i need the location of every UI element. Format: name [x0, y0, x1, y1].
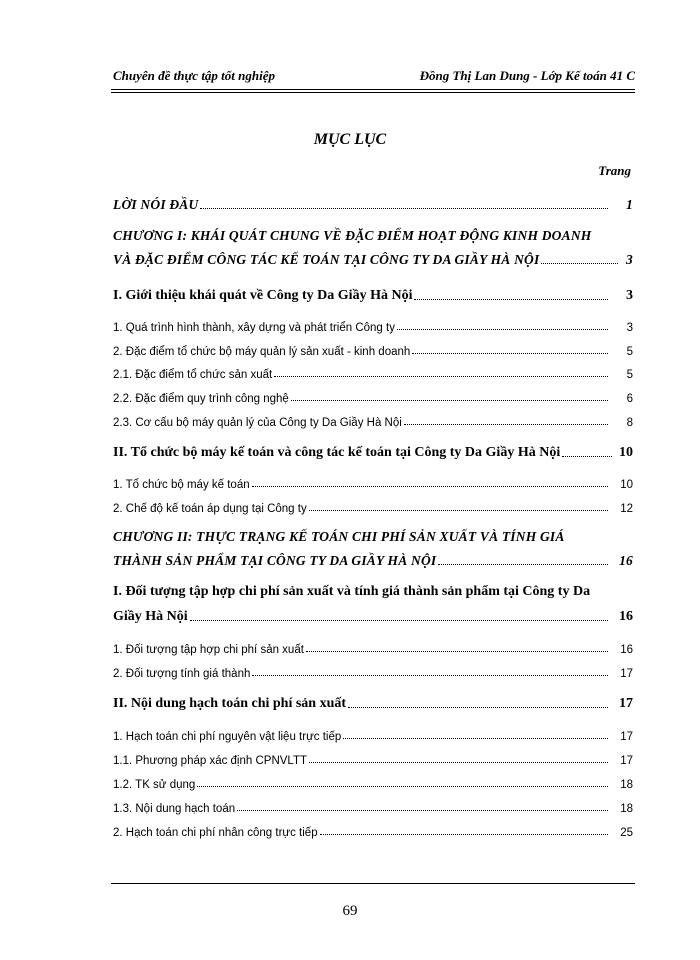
toc-entry-subsection[interactable]: [113, 409, 633, 429]
toc-entry-preface[interactable]: [113, 193, 633, 213]
toc-entry-label: CHƯƠNG II: THỰC TRẠNG KẾ TOÁN CHI PHÍ SẢN XUẤT VÀ TÍNH GIÁ: [113, 529, 565, 544]
toc-entry-subsection[interactable]: [113, 747, 633, 767]
toc-entry-subsection[interactable]: [113, 723, 633, 743]
toc-entry-label: 2. Đối tượng tính giá thành: [113, 668, 251, 680]
toc-entry-label: THÀNH SẢN PHẨM TẠI CÔNG TY DA GIẦY HÀ NỘI: [113, 553, 437, 568]
toc-entry-page: 3: [626, 322, 633, 334]
toc-entry-label: II. Tổ chức bộ máy kế toán và công tác kế toán tại Công ty Da Giầy Hà Nội: [113, 445, 561, 460]
toc-entry-page: 16: [619, 553, 633, 568]
toc-entry-section[interactable]: [113, 284, 633, 304]
footer-divider: [111, 883, 635, 884]
toc-entry-label: Giầy Hà Nội: [113, 609, 188, 624]
toc-entry-label: 1. Đối tượng tập hợp chi phí sản xuất: [113, 644, 304, 656]
header-divider: [111, 92, 635, 93]
dot-leader: [252, 674, 608, 676]
dot-leader: [562, 455, 612, 457]
toc-entry-page: 5: [626, 346, 633, 358]
toc-entry-subsection[interactable]: [113, 471, 633, 491]
toc-entry-chapter-2[interactable]: [113, 529, 633, 545]
toc-entry-label: 2. Chế độ kế toán áp dụng tại Công ty: [113, 503, 307, 515]
toc-entry-label: 2.3. Cơ cấu bộ máy quản lý của Công ty Da Giầy Hà Nội: [113, 417, 402, 429]
dot-leader: [309, 509, 608, 511]
toc-entry-label: II. Nội dung hạch toán chi phí sản xuất: [113, 696, 347, 711]
toc-entry-page: 3: [626, 288, 633, 303]
toc-entry-page: 16: [620, 644, 633, 656]
toc-entry-chapter-2-cont[interactable]: [113, 549, 633, 569]
toc-entry-subsection[interactable]: [113, 385, 633, 405]
toc-entry-page: 17: [620, 755, 633, 767]
dot-leader: [412, 352, 608, 354]
toc-entry-label: 1. Hạch toán chi phí nguyên vật liệu trực tiếp: [113, 731, 342, 743]
toc-entry-label: 2.1. Đặc điểm tổ chức sản xuất: [113, 369, 273, 381]
toc-entry-subsection[interactable]: [113, 361, 633, 381]
header-author: Đồng Thị Lan Dung - Lớp Kế toán 41 C: [419, 68, 635, 83]
toc-entry-page: 1: [626, 197, 633, 212]
dot-leader: [348, 706, 608, 708]
dot-leader: [190, 619, 608, 621]
dot-leader: [237, 809, 608, 811]
toc-entry-label: 1.2. TK sử dụng: [113, 779, 196, 791]
page-column-label: Trang: [598, 163, 631, 178]
toc-entry-subsection[interactable]: [113, 795, 633, 815]
toc-entry-section[interactable]: [113, 441, 633, 461]
toc-entry-page: 10: [619, 445, 633, 460]
dot-leader: [252, 485, 608, 487]
dot-leader: [306, 650, 608, 652]
toc-entry-page: 17: [620, 731, 633, 743]
toc-entry-label: 2. Hạch toán chi phí nhân công trực tiếp: [113, 827, 318, 839]
toc-entry-page: 16: [619, 609, 633, 624]
toc-entry-label: 2. Đặc điểm tổ chức bộ máy quản lý sản xuất - kinh doanh: [113, 346, 411, 358]
toc-entry-page: 17: [620, 668, 633, 680]
toc-entry-page: 25: [620, 827, 633, 839]
toc-entry-subsection[interactable]: [113, 771, 633, 791]
toc-entry-subsection[interactable]: [113, 495, 633, 515]
dot-leader: [343, 737, 608, 739]
toc-entry-chapter-1[interactable]: [113, 228, 633, 244]
toc-entry-page: 12: [620, 503, 633, 515]
toc-entry-subsection[interactable]: [113, 819, 633, 839]
toc-entry-label: I. Đối tượng tập hợp chi phí sản xuất và tính giá thành sản phẩm tại Công ty Da: [113, 584, 591, 599]
dot-leader: [320, 833, 608, 835]
header-course-title: Chuyên đề thực tập tốt nghiệp: [113, 68, 275, 83]
toc-entry-label: 1.1. Phương pháp xác định CPNVLTT: [113, 755, 308, 767]
dot-leader: [309, 761, 608, 763]
toc-entry-subsection[interactable]: [113, 636, 633, 656]
toc-entry-page: 6: [626, 393, 633, 405]
dot-leader: [404, 423, 608, 425]
toc-entry-subsection[interactable]: [113, 660, 633, 680]
toc-entry-page: 5: [626, 369, 633, 381]
toc-entry-page: 17: [619, 696, 633, 711]
dot-leader: [414, 298, 608, 300]
toc-entry-page: 18: [620, 803, 633, 815]
dot-leader: [274, 375, 608, 377]
toc-entry-page: 10: [620, 479, 633, 491]
toc-entry-page: 8: [626, 417, 633, 429]
toc-entry-chapter-1-cont[interactable]: [113, 248, 633, 268]
header-divider: [111, 89, 635, 90]
toc-entry-section[interactable]: [113, 692, 633, 712]
toc-entry-page: 18: [620, 779, 633, 791]
dot-leader: [438, 563, 608, 565]
toc-entry-section-multiline[interactable]: [113, 584, 633, 600]
toc-entry-label: 1. Tổ chức bộ máy kế toán: [113, 479, 250, 491]
toc-entry-label: I. Giới thiệu khái quát về Công ty Da Giầy Hà Nội: [113, 288, 413, 303]
toc-entry-subsection[interactable]: [113, 338, 633, 358]
toc-entry-subsection[interactable]: [113, 314, 633, 334]
toc-entry-section-cont[interactable]: [113, 605, 633, 625]
toc-entry-label: 1.3. Nội dung hạch toán: [113, 803, 236, 815]
dot-leader: [200, 207, 608, 209]
page-title: MỤC LỤC: [313, 131, 387, 148]
toc-entry-page: 3: [626, 252, 633, 267]
dot-leader: [197, 785, 608, 787]
toc-entry-label: 2.2. Đặc điểm quy trình công nghệ: [113, 393, 289, 405]
page-number: 69: [342, 903, 358, 919]
toc-entry-label: CHƯƠNG I: KHÁI QUÁT CHUNG VỀ ĐẶC ĐIỂM HOẠT ĐỘNG KINH DOANH: [113, 228, 592, 243]
dot-leader: [541, 262, 618, 264]
dot-leader: [397, 328, 608, 330]
toc-entry-label: VÀ ĐẶC ĐIỂM CÔNG TÁC KẾ TOÁN TẠI CÔNG TY DA GIẦY HÀ NỘI: [113, 252, 540, 267]
toc-entry-label: 1. Quá trình hình thành, xây dựng và phát triển Công ty: [113, 322, 395, 334]
dot-leader: [291, 399, 608, 401]
toc-entry-label: LỜI NÓI ĐẦU: [113, 197, 199, 212]
